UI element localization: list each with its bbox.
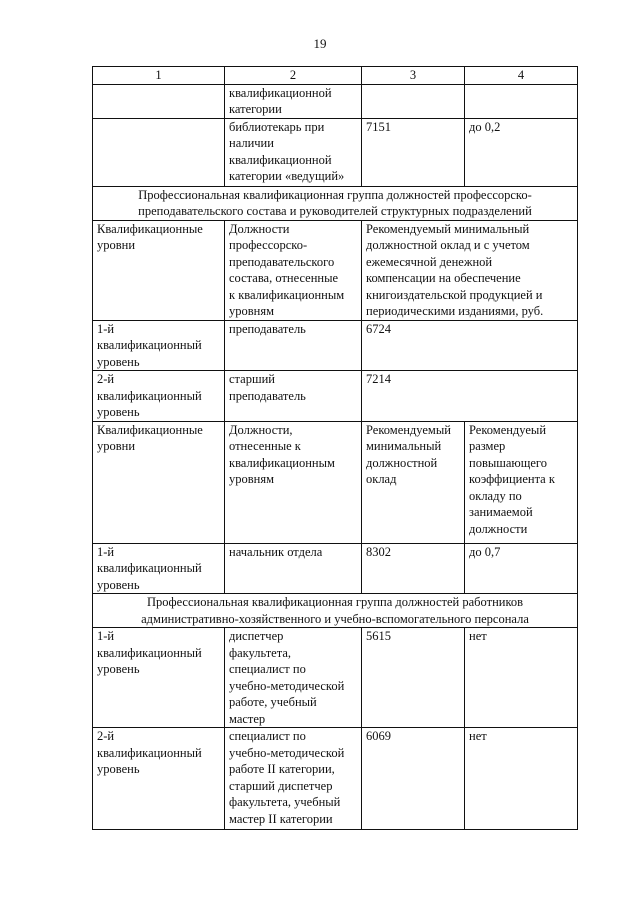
cell-position: специалист по учебно-методической работе II категории, старший диспетчер факультета, учебный мастер II категории [225, 728, 362, 830]
header-levels: Квалификационные уровни [93, 220, 225, 320]
group-header-row [93, 421, 578, 543]
cell-coefficient: до 0,2 [465, 118, 578, 186]
table-row [93, 628, 578, 728]
header-min-salary: Рекомендуемый минимальный должностной оклад [362, 421, 465, 543]
cell-salary: 6069 [362, 728, 465, 830]
cell-level: 1-й квалификационный уровень [93, 543, 225, 594]
cell-level [93, 84, 225, 118]
cell-position: старший преподаватель [225, 371, 362, 422]
cell-position: библиотекарь при наличии квалификационной категории «ведущий» [225, 118, 362, 186]
cell-position: преподаватель [225, 320, 362, 371]
cell-position: диспетчер факультета, специалист по учебно-методической работе, учебный мастер [225, 628, 362, 728]
header-levels: Квалификационные уровни [93, 421, 225, 543]
cell-coefficient: нет [465, 728, 578, 830]
page-number: 19 [313, 36, 327, 51]
table-row [93, 728, 578, 830]
cell-salary: 6724 [362, 320, 578, 371]
header-coefficient: Рекомендуеый размер повышающего коэффициента к окладу по занимаемой должности [465, 421, 578, 543]
cell-position: начальник отдела [225, 543, 362, 594]
cell-coefficient: нет [465, 628, 578, 728]
table-row [93, 371, 578, 422]
header-positions: Должности профессорско- преподавательского состава, отнесенные к квалификационным уровням [225, 220, 362, 320]
group-title-row [93, 594, 578, 628]
table-row [93, 543, 578, 594]
group-title-support-staff: Профессиональная квалификационная группа должностей работников административно-хозяйственного и учебно-вспомогательного персонала [93, 594, 578, 628]
group-title-teaching-staff: Профессиональная квалификационная группа должностей профессорско-преподавательского состава и руководителей структурных подразделений [93, 186, 578, 220]
column-number-1: 1 [93, 67, 225, 85]
column-number-3: 3 [362, 67, 465, 85]
table-row [93, 84, 578, 118]
group-title-row [93, 186, 578, 220]
cell-coefficient: до 0,7 [465, 543, 578, 594]
cell-salary: 5615 [362, 628, 465, 728]
column-number-2: 2 [225, 67, 362, 85]
cell-salary: 7151 [362, 118, 465, 186]
cell-salary: 7214 [362, 371, 578, 422]
table-row [93, 118, 578, 186]
cell-level: 2-й квалификационный уровень [93, 371, 225, 422]
cell-position: квалификационной категории [225, 84, 362, 118]
column-number-row [93, 67, 578, 85]
column-number-4: 4 [465, 67, 578, 85]
cell-level [93, 118, 225, 186]
cell-salary [362, 84, 465, 118]
cell-level: 1-й квалификационный уровень [93, 628, 225, 728]
cell-coefficient [465, 84, 578, 118]
header-positions: Должности, отнесенные к квалификационным уровням [225, 421, 362, 543]
header-min-salary-with-compensation: Рекомендуемый минимальный должностной оклад и с учетом ежемесячной денежной компенсации на обеспечение книгоиздательской продукцией и периодическими изданиями, руб. [362, 220, 578, 320]
cell-level: 2-й квалификационный уровень [93, 728, 225, 830]
table-row [93, 320, 578, 371]
qualification-table [92, 66, 578, 830]
cell-salary: 8302 [362, 543, 465, 594]
group-header-row [93, 220, 578, 320]
cell-level: 1-й квалификационный уровень [93, 320, 225, 371]
